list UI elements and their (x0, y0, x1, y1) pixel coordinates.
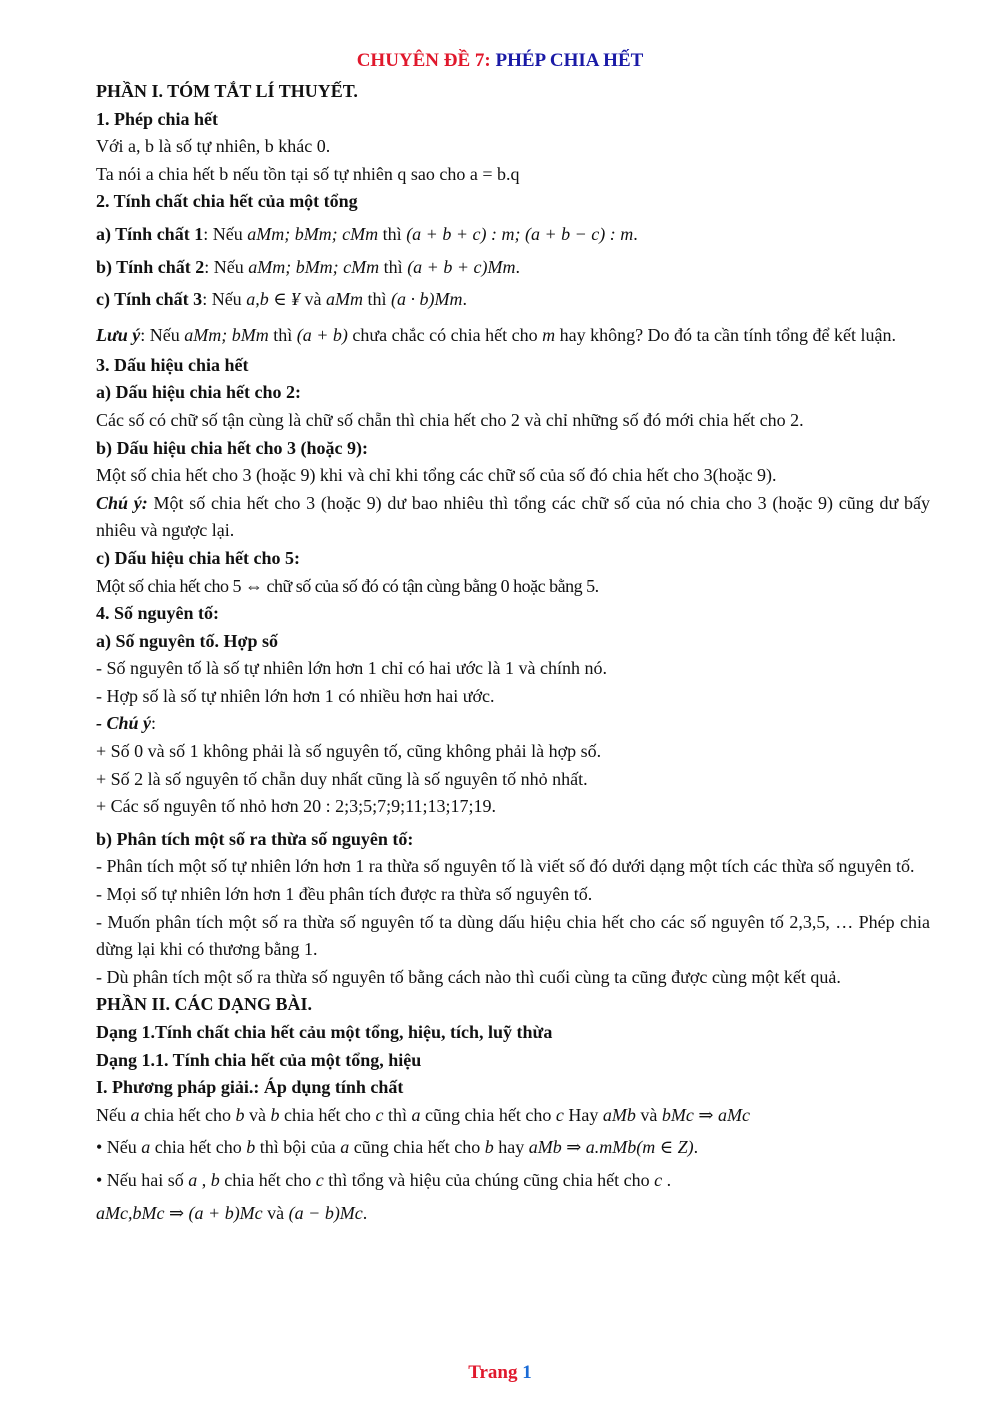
text: Hay (563, 1104, 603, 1125)
title-prefix: CHUYÊN ĐỀ 7: (356, 50, 496, 71)
subsection-heading: I. Phương pháp giải.: Áp dụng tính chất (96, 1077, 404, 1098)
text: thì (383, 1104, 412, 1125)
formula-line (96, 1200, 930, 1228)
list-item: - Hợp số là số tự nhiên lớn hơn 1 có nhiều hơn hai ước. (96, 685, 495, 706)
text: thì (379, 256, 408, 277)
formula: (a · b)Mm (391, 289, 463, 310)
note-label: - Chú ý (96, 713, 152, 734)
text: cũng chia hết cho (420, 1104, 556, 1125)
page-number-value: 1 (522, 1362, 532, 1383)
subsection-heading: b) Phân tích một số ra thừa số nguyên tố: (96, 828, 414, 849)
text: chia hết cho (150, 1137, 247, 1158)
formula: aMm; bMm (184, 324, 269, 345)
formula: c (315, 1169, 324, 1190)
text: • Nếu hai số (96, 1169, 189, 1190)
note-heading (96, 710, 930, 738)
note-label: Chú ý: (96, 492, 148, 513)
formula: b (235, 1104, 245, 1125)
subsection-heading: Dạng 1.1. Tính chia hết của một tổng, hiệu (96, 1049, 422, 1070)
list-item: + Số 0 và số 1 không phải là số nguyên tố, cũng không phải là hợp số. (96, 741, 602, 762)
text: và (244, 1104, 271, 1125)
list-item: + Số 2 là số nguyên tố chẵn duy nhất cũng là số nguyên tố nhỏ nhất. (96, 768, 588, 789)
text: thì (378, 223, 407, 244)
document-title (0, 50, 1000, 72)
property-2 (96, 254, 930, 282)
text: . (633, 223, 638, 244)
paragraph: Một số chia hết cho 5 ⇔ chữ số của số đó có tận cùng bằng 0 hoặc bằng 5. (96, 575, 599, 596)
text: Một số chia hết cho 3 (hoặc 9) dư bao nhiêu thì tổng các chữ số của nó chia cho 3 (hoặc 9) cũng dư bấy nhiêu và ngược lại. (96, 492, 930, 541)
text: . (515, 256, 520, 277)
text: cũng chia hết cho (349, 1137, 485, 1158)
formula: c (555, 1104, 564, 1125)
text: • Nếu (96, 1137, 142, 1158)
text: : Nếu (140, 324, 185, 345)
formula: c (654, 1169, 663, 1190)
text: hay không? Do đó ta cần tính tổng để kết luận. (555, 324, 896, 345)
text: hay (493, 1137, 529, 1158)
text: thì (268, 324, 297, 345)
subsection-heading: b) Dấu hiệu chia hết cho 3 (hoặc 9): (96, 437, 369, 458)
text: chia hết cho (279, 1104, 376, 1125)
subsection-heading: 1. Phép chia hết (96, 108, 219, 129)
text: : Nếu (204, 256, 249, 277)
property-1 (96, 221, 930, 249)
text: và (300, 289, 327, 310)
subsection-heading: 4. Số nguyên tố: (96, 603, 220, 624)
text: . (491, 796, 496, 817)
document-body (96, 78, 930, 1227)
text: : Nếu (203, 223, 248, 244)
formula: c (375, 1104, 384, 1125)
text: và (635, 1104, 662, 1125)
text: và (262, 1202, 289, 1223)
list-item: - Phân tích một số tự nhiên lớn hơn 1 ra thừa số nguyên tố là viết số đó dưới dạng một tích các thừa số nguyên tố. (96, 856, 915, 877)
formula: aMm (326, 289, 364, 310)
paragraph: Một số chia hết cho 3 (hoặc 9) khi và chỉ khi tổng các chữ số của số đó chia hết cho 3(hoặc 9). (96, 465, 777, 486)
text: + Các số nguyên tố nhỏ hơn (96, 796, 304, 817)
formula: aMb (602, 1104, 636, 1125)
note-paragraph (96, 490, 930, 545)
property-3 (96, 286, 930, 314)
title-topic: PHÉP CHIA HẾT (495, 50, 644, 71)
subsection-heading: a) Dấu hiệu chia hết cho 2: (96, 382, 302, 403)
property-label: b) Tính chất 2 (96, 256, 205, 277)
formula: m (542, 324, 556, 345)
subsection-heading: Dạng 1.Tính chất chia hết cảu một tổng, hiệu, tích, luỹ thừa (96, 1022, 553, 1042)
property-label: a) Tính chất 1 (96, 223, 204, 244)
text: chia hết cho (139, 1104, 236, 1125)
note-paragraph (96, 319, 930, 352)
formula: b (270, 1104, 280, 1125)
property-label: c) Tính chất 3 (96, 289, 203, 310)
formula: (a + b + c) : m; (a + b − c) : m (406, 223, 634, 244)
subsection-heading: a) Số nguyên tố. Hợp số (96, 630, 279, 651)
formula: a (141, 1137, 151, 1158)
text: thì bội của (255, 1137, 341, 1158)
paragraph: Với a, b là số tự nhiên, b khác 0. (96, 136, 331, 157)
formula: aMb ⇒ a.mMb(m ∈ Z) (528, 1137, 694, 1158)
formula: bMc ⇒ aMc (661, 1104, 750, 1125)
formula: a (130, 1104, 140, 1125)
formula: aMm; bMm; cMm (247, 223, 379, 244)
text: Nếu (96, 1104, 131, 1125)
formula: b (246, 1137, 256, 1158)
formula: aMm; bMm; cMm (248, 256, 380, 277)
formula: 20 : 2;3;5;7;9;11;13;17;19 (303, 796, 492, 817)
list-item: - Số nguyên tố là số tự nhiên lớn hơn 1 chỉ có hai ước là 1 và chính nó. (96, 658, 607, 679)
formula: b (484, 1137, 494, 1158)
list-item: - Muốn phân tích một số ra thừa số nguyên tố ta dùng dấu hiệu chia hết cho các số nguyên tố 2,3,5, … Phép chia dừng lại khi có thương bằng 1. (96, 911, 930, 960)
text: . (693, 1137, 699, 1158)
formula: (a − b)Mc (288, 1202, 363, 1223)
paragraph: Ta nói a chia hết b nếu tồn tại số tự nhiên q sao cho a = b.q (96, 163, 520, 184)
formula: a (188, 1169, 198, 1190)
text: chưa chắc có chia hết cho (347, 324, 543, 345)
text: . (462, 289, 468, 310)
formula: (a + b + c)Mm (407, 256, 516, 277)
text: : (151, 713, 157, 734)
page-number (0, 1362, 1000, 1384)
text: thì tổng và hiệu của chúng cũng chia hết cho (323, 1169, 655, 1190)
formula: b (210, 1169, 220, 1190)
note-label: Lưu ý (96, 324, 141, 345)
text: chia hết cho (219, 1169, 316, 1190)
text: , (197, 1169, 211, 1190)
subsection-heading: 3. Dấu hiệu chia hết (96, 354, 249, 375)
text: . (662, 1169, 672, 1190)
text: : Nếu (202, 289, 247, 310)
bullet-item (96, 1167, 930, 1195)
section-heading: PHẦN I. TÓM TẮT LÍ THUYẾT. (96, 81, 358, 101)
section-heading: PHẦN II. CÁC DẠNG BÀI. (96, 994, 313, 1015)
list-item: - Mọi số tự nhiên lớn hơn 1 đều phân tích được ra thừa số nguyên tố. (96, 884, 593, 905)
formula: a,b ∈ ¥ (246, 289, 301, 310)
formula: a (340, 1137, 350, 1158)
list-item: - Dù phân tích một số ra thừa số nguyên tố bằng cách nào thì cuối cùng ta cũng được cùng một kết quả. (96, 966, 841, 987)
formula: a (411, 1104, 421, 1125)
page-label: Trang (468, 1362, 523, 1383)
formula: aMc,bMc ⇒ (a + b)Mc (96, 1202, 263, 1223)
text: . (362, 1202, 368, 1223)
subsection-heading: 2. Tính chất chia hết của một tổng (96, 191, 358, 212)
formula: (a + b) (296, 324, 348, 345)
paragraph (96, 1102, 930, 1130)
text: thì (363, 289, 392, 310)
list-item (96, 793, 930, 821)
subsection-heading: c) Dấu hiệu chia hết cho 5: (96, 547, 300, 568)
bullet-item (96, 1134, 930, 1162)
paragraph: Các số có chữ số tận cùng là chữ số chẵn thì chia hết cho 2 và chỉ những số đó mới chia hết cho 2. (96, 409, 804, 430)
